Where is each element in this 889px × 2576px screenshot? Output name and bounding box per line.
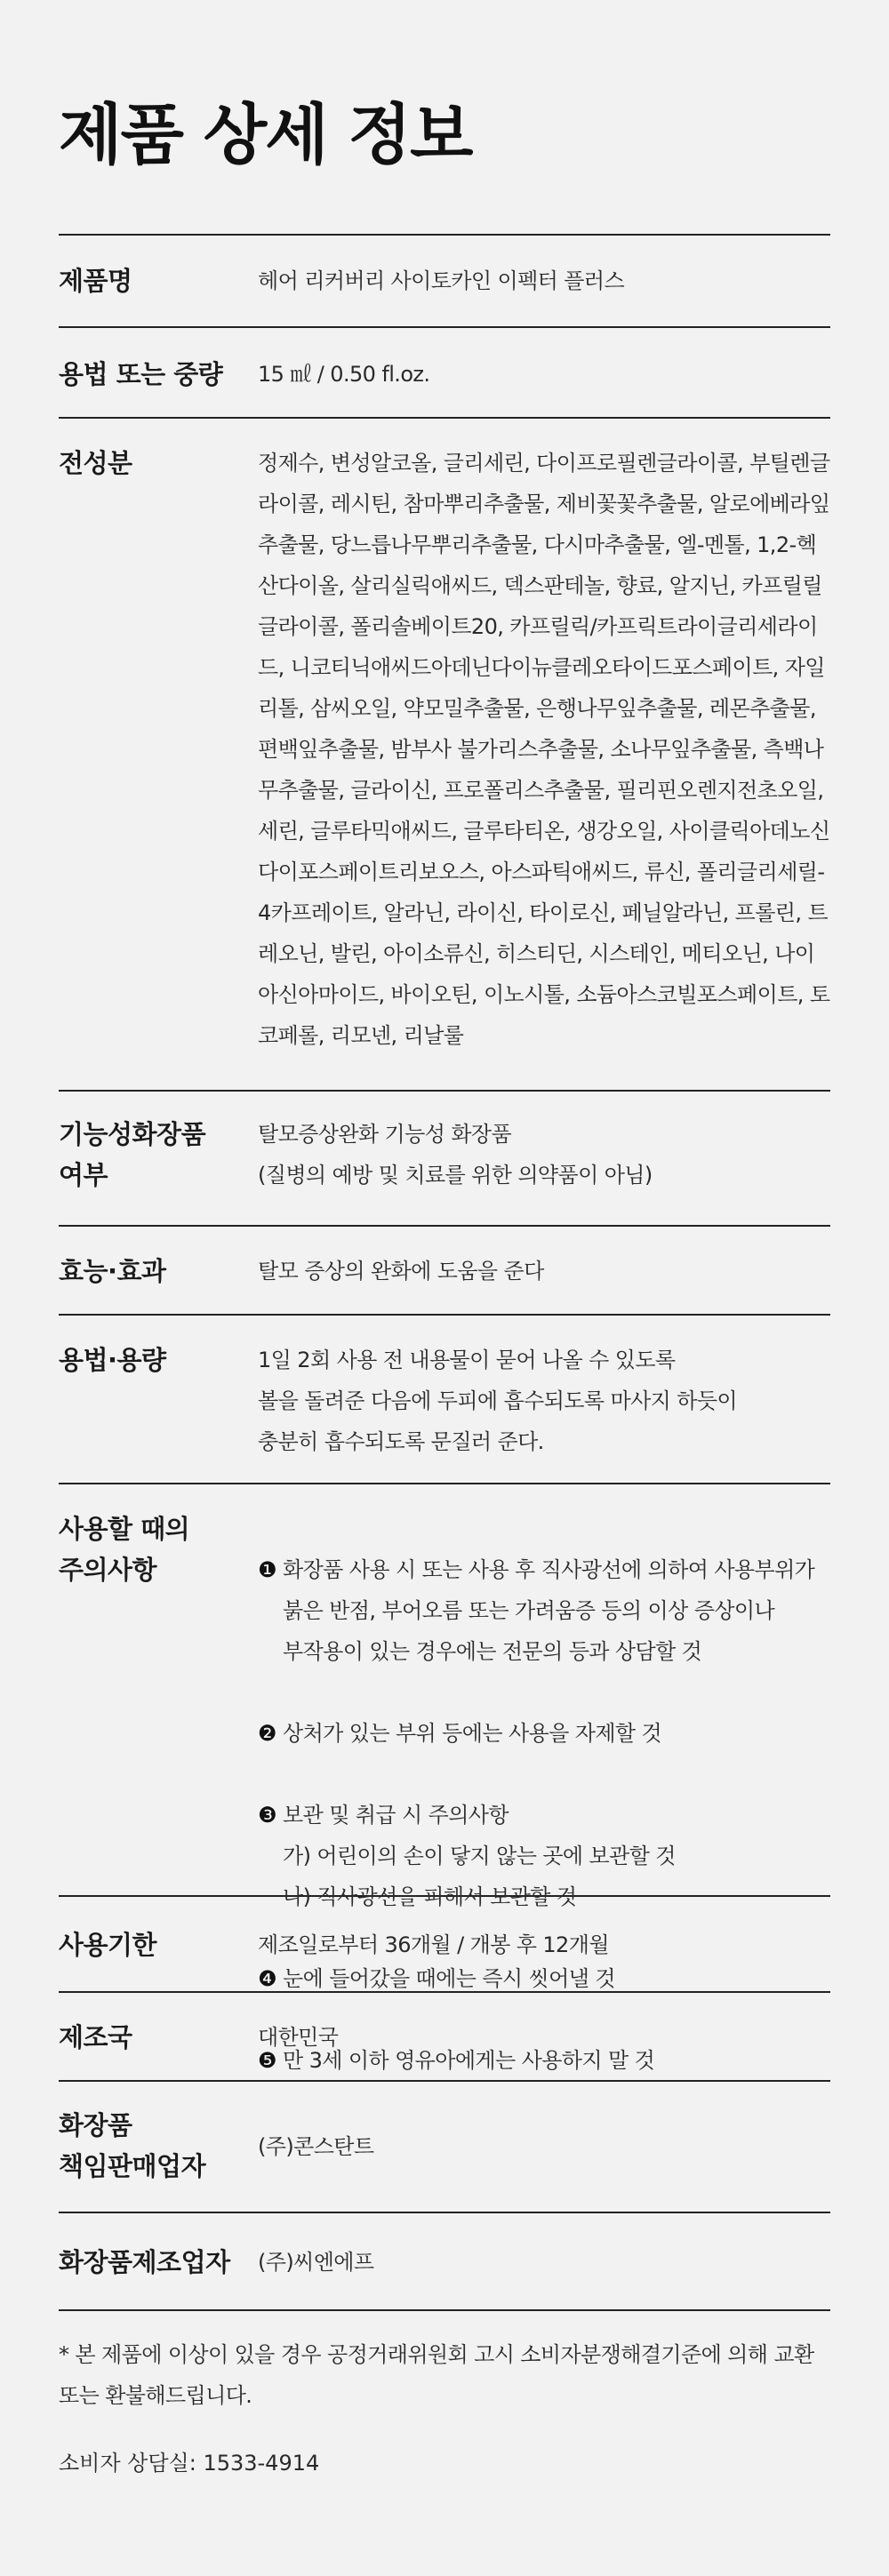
- row-manufacturer: [59, 2213, 830, 2311]
- caution-number: ❺: [258, 2048, 276, 2074]
- expiry-value: 제조일로부터 36개월 / 개봉 후 12개월: [258, 1932, 609, 1958]
- page-title: 제품 상세 정보: [59, 97, 472, 173]
- row-usage: [59, 1316, 830, 1484]
- functional-value: 탈모증상완화 기능성 화장품 (질병의 예방 및 치료를 위한 의약품이 아님): [258, 1122, 653, 1188]
- functional-label: 기능성화장품 여부: [59, 1119, 206, 1191]
- country-label: 제조국: [59, 2022, 132, 2053]
- caution-number: ❸: [258, 1803, 276, 1828]
- refund-note: * 본 제품에 이상이 있을 경우 공정거래위원회 고시 소비자분쟁해결기준에 의해 교환 또는 환불해드립니다.: [59, 2342, 814, 2409]
- caution-text: 만 3세 이하 영유아에게는 사용하지 말 것: [283, 2048, 655, 2074]
- row-efficacy: [59, 1227, 830, 1316]
- caution-text: 화장품 사용 시 또는 사용 후 직사광선에 의하여 사용부위가 붉은 반점, 부어오름 또는 가려움증 등의 이상 증상이나 부작용이 있는 경우에는 전문의 등과 상담할 것: [283, 1557, 815, 1665]
- row-functional: [59, 1092, 830, 1227]
- row-product-name: [59, 236, 830, 328]
- volume-value: 15 ㎖ / 0.50 fl.oz.: [258, 362, 430, 388]
- row-ingredients: [59, 419, 830, 1092]
- seller-label: 화장품 책임판매업자: [59, 2110, 206, 2182]
- volume-label: 용법 또는 중량: [59, 359, 223, 390]
- customer-service-contact: 소비자 상담실: 1533-4914: [59, 2451, 320, 2476]
- row-volume: [59, 328, 830, 419]
- efficacy-label: 효능·효과: [59, 1256, 166, 1287]
- efficacy-value: 탈모 증상의 완화에 도움을 준다: [258, 1259, 544, 1284]
- usage-label: 용법·용량: [59, 1345, 166, 1376]
- product-name-label: 제품명: [59, 266, 132, 297]
- footer: [59, 2311, 830, 2484]
- caution-number: ❹: [258, 1966, 276, 1992]
- product-name-value: 헤어 리커버리 사이토카인 이펙터 플러스: [258, 268, 625, 294]
- caution-number: ❷: [258, 1721, 276, 1747]
- spec-table: [59, 234, 830, 2311]
- caution-number: ❶: [258, 1557, 276, 1583]
- caution-label: 사용할 때의 주의사항: [59, 1514, 190, 1586]
- manufacturer-value: (주)씨엔에프: [258, 2250, 374, 2276]
- ingredients-value: 정제수, 변성알코올, 글리세린, 다이프로필렌글라이콜, 부틸렌글라이콜, 레시틴, 참마뿌리추출물, 제비꽃꽃추출물, 알로에베라잎추출물, 당느릅나무뿌리추출물, 다시마추출물, 엘-멘톨, 1,2-헥산다이올, 살리실릭애씨드, 덱스판테놀, 향료, 알지닌, 카프릴릴글라이콜, 폴리솔베이트20, 카프릴릭/카프릭트라이글리세라이드, 니코티닉애씨드아데닌다이뉴클레오타이드포스페이트, 자일리톨, 삼씨오일, 약모밀추출물, 은행나무잎추출물, 레몬추출물, 편백잎추출물, 밤부사 불가리스추출물, 소나무잎추출물, 측백나무추출물, 글라이신, 프로폴리스추출물, 필리핀오렌지전초오일, 세린, 글루타믹애씨드, 글루타티온, 생강오일, 사이클릭아데노신다이포스페이트리보오스, 아스파틱애씨드, 류신, 폴리글리세릴-4카프레이트, 알라닌, 라이신, 타이로신, 페닐알라닌, 프롤린, 트레오닌, 발린, 아이소류신, 히스티딘, 시스테인, 메티오닌, 나이아신아마이드, 바이오틴, 이노시톨, 소듐아스코빌포스페이트, 토코페롤, 리모넨, 리날룰: [258, 451, 830, 1049]
- caution-text: 상처가 있는 부위 등에는 사용을 자제할 것: [283, 1721, 662, 1747]
- caution-text: 눈에 들어갔을 때에는 즉시 씻어낼 것: [283, 1966, 615, 1992]
- expiry-label: 사용기한: [59, 1930, 157, 1961]
- caution-item: [258, 1795, 830, 1917]
- caution-item: [258, 1713, 830, 1754]
- caution-item: [258, 1549, 830, 1672]
- seller-value: (주)콘스탄트: [258, 2134, 374, 2160]
- usage-value: 1일 2회 사용 전 내용물이 묻어 나올 수 있도록 볼을 돌려준 다음에 두피에 흡수되도록 마사지 하듯이 충분히 흡수되도록 문질러 준다.: [258, 1348, 738, 1455]
- ingredients-label: 전성분: [59, 448, 132, 479]
- caution-text: 보관 및 취급 시 주의사항 가) 어린이의 손이 닿지 않는 곳에 보관할 것 나) 직사광선을 피해서 보관할 것: [283, 1803, 676, 1910]
- country-value: 대한민국: [258, 2025, 339, 2051]
- manufacturer-label: 화장품제조업자: [59, 2247, 230, 2278]
